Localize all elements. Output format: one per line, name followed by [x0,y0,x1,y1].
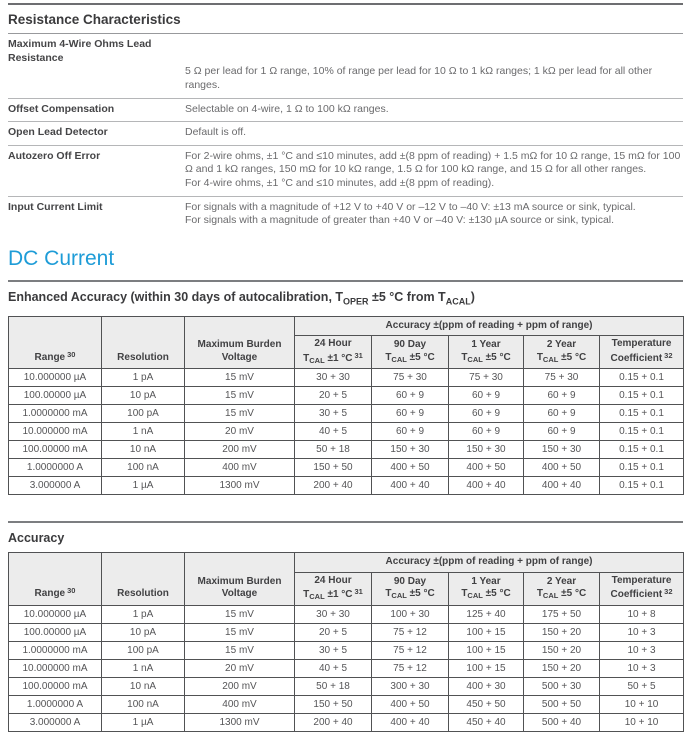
col-header-90-day: 90 Day $T_{CAL} \pm 5$ °C [372,336,449,369]
table-row [9,459,684,477]
table-cell: 75 + 30 [372,369,449,387]
table-cell: 100 + 15 [449,659,524,677]
table-cell: 60 + 9 [372,405,449,423]
table-cell: 100 + 15 [449,641,524,659]
table-cell: 40 + 5 [295,423,372,441]
enhanced-accuracy-title [8,290,683,310]
table-cell: 1 pA [102,369,185,387]
table-cell: 0.15 + 0.1 [600,369,684,387]
footnote-marker: 30 [67,586,76,596]
col-header-range: Range $^{30}$ [9,553,102,606]
bottom-whitespace [8,732,683,742]
table-cell: 450 + 50 [449,695,524,713]
table-cell: 100 pA [102,641,185,659]
spec-value [185,65,683,92]
table-cell: 0.15 + 0.1 [600,423,684,441]
table-cell: 125 + 40 [449,605,524,623]
table-cell: 60 + 9 [524,405,600,423]
dc-current-heading: DC Current [8,247,115,271]
table-cell: 60 + 9 [449,387,524,405]
table-cell: 1.0000000 A [9,459,102,477]
table-cell: 3.000000 A [9,477,102,495]
table-cell: 400 + 50 [372,459,449,477]
col-header-accuracy-span: Accuracy ±(ppm of reading + ppm of range) [295,316,684,336]
table-cell: 20 mV [185,423,295,441]
subscript-acal: ACAL [445,296,471,307]
spec-label: Autozero Off Error [8,149,101,162]
table-cell: 60 + 9 [524,423,600,441]
spec-row-autozero-off-error [8,146,683,196]
table-cell: 400 + 50 [449,459,524,477]
accuracy-table-body [9,605,684,731]
table-row [9,369,684,387]
table-cell: 450 + 40 [449,713,524,731]
table-cell: 300 + 30 [372,677,449,695]
title-text: ) [470,290,475,305]
spec-label: Open Lead Detector [8,126,108,139]
table-cell: 1 pA [102,605,185,623]
spec-value [185,201,683,228]
table-cell: 400 mV [185,695,295,713]
table-cell: 10.000000 µA [9,369,102,387]
table-row [9,677,684,695]
table-cell: 30 + 30 [295,605,372,623]
footnote-marker: 32 [664,350,673,360]
table-cell: 150 + 30 [449,441,524,459]
table-cell: 50 + 5 [600,677,684,695]
table-cell: 60 + 9 [449,423,524,441]
table-cell: 10 + 10 [600,713,684,731]
table-cell: 0.15 + 0.1 [600,477,684,495]
table-row [9,713,684,731]
spec-label: Maximum 4-Wire Ohms Lead Resistance [8,38,152,64]
spec-value [185,103,683,117]
section-top-rule [8,3,683,5]
table-cell: 100 nA [102,695,185,713]
footnote-marker: 30 [67,349,76,359]
table-cell: 100.00000 µA [9,387,102,405]
spec-value [185,126,683,140]
table-cell: 1.0000000 A [9,695,102,713]
table-cell: 50 + 18 [295,441,372,459]
table-cell: 1.0000000 mA [9,405,102,423]
table-cell: 175 + 50 [524,605,600,623]
table-cell: 400 + 50 [372,695,449,713]
table-cell: 1300 mV [185,713,295,731]
section-rule [8,521,683,523]
table-cell: 75 + 12 [372,641,449,659]
spec-value-line: Selectable on 4-wire, 1 Ω to 100 kΩ ranges. [185,102,389,115]
table-cell: 100 + 15 [449,623,524,641]
table-cell: 150 + 30 [524,441,600,459]
table-cell: 200 + 40 [295,477,372,495]
table-cell: 100.00000 mA [9,677,102,695]
table-row [9,641,684,659]
table-cell: 75 + 12 [372,659,449,677]
table-cell: 10 pA [102,623,185,641]
col-header-2-year: 2 Year $T_{CAL} \pm 5$ °C [524,572,600,605]
title-text: Enhanced Accuracy (within 30 days of autocalibration, T [8,290,344,305]
table-cell: 400 + 50 [524,459,600,477]
table-cell: 0.15 + 0.1 [600,441,684,459]
table-cell: 150 + 50 [295,459,372,477]
table-cell: 150 + 20 [524,659,600,677]
accuracy-table [8,552,684,732]
spec-label: Input Current Limit [8,200,103,213]
table-cell: 10 nA [102,441,185,459]
spec-value-line: Default is off. [185,126,247,139]
table-cell: 0.15 + 0.1 [600,387,684,405]
table-cell: 400 mV [185,459,295,477]
table-cell: 200 mV [185,441,295,459]
col-header-24-hour: 24 Hour $T_{CAL} \pm 1$ °C $^{31}$ [295,336,372,369]
table-row [9,659,684,677]
table-row [9,441,684,459]
table-cell: 30 + 30 [295,369,372,387]
table-cell: 400 + 30 [449,677,524,695]
col-header-temp-coefficient: Temperature Coefficient $^{32}$ [600,336,684,369]
table-cell: 200 + 40 [295,713,372,731]
table-cell: 60 + 9 [372,423,449,441]
table-cell: 75 + 30 [524,369,600,387]
table-cell: 0.15 + 0.1 [600,459,684,477]
table-cell: 100.00000 mA [9,441,102,459]
spec-value-line: 5 Ω per lead for 1 Ω range, 10% of range per lead for 10 Ω to 1 kΩ ranges; 1 kΩ per lead for all other ranges. [185,65,653,91]
spec-value-line: For 2-wire ohms, ±1 °C and ≤10 minutes, add ±(8 ppm of reading) + 1.5 mΩ for 10 Ω range, 15 mΩ for 100 Ω and 1 kΩ ranges, 150 mΩ for 10 kΩ range, 1.5 Ω for 100 kΩ range, and 15 Ω for all other ranges. [185,149,681,176]
table-cell: 1 µA [102,713,185,731]
table-cell: 400 + 40 [449,477,524,495]
col-header-resolution: Resolution [102,553,185,606]
footnote-marker: 31 [354,587,363,597]
table-cell: 75 + 30 [449,369,524,387]
table-cell: 200 mV [185,677,295,695]
col-header-2-year: 2 Year $T_{CAL} \pm 5$ °C [524,336,600,369]
table-header-row [9,553,684,573]
footnote-marker: 31 [354,350,363,360]
table-cell: 1 nA [102,659,185,677]
table-cell: 15 mV [185,369,295,387]
subscript-oper: OPER [343,296,369,307]
table-cell: 75 + 12 [372,623,449,641]
table-cell: 0.15 + 0.1 [600,405,684,423]
col-header-accuracy-span: Accuracy ±(ppm of reading + ppm of range) [295,553,684,573]
table-cell: 10 + 3 [600,659,684,677]
table-cell: 150 + 50 [295,695,372,713]
table-cell: 1 µA [102,477,185,495]
table-cell: 400 + 40 [372,713,449,731]
table-cell: 10.000000 mA [9,423,102,441]
table-cell: 15 mV [185,605,295,623]
col-header-temp-coefficient: Temperature Coefficient $^{32}$ [600,572,684,605]
table-cell: 150 + 30 [372,441,449,459]
spec-row-offset-compensation [8,99,683,122]
section-rule [8,280,683,282]
table-cell: 10 pA [102,387,185,405]
table-cell: 10.000000 mA [9,659,102,677]
table-cell: 50 + 18 [295,677,372,695]
table-cell: 10 + 10 [600,695,684,713]
footnote-marker: 32 [664,587,673,597]
table-cell: 1 nA [102,423,185,441]
table-cell: 1.0000000 mA [9,641,102,659]
table-cell: 1300 mV [185,477,295,495]
resistance-section-title: Resistance Characteristics [8,12,181,27]
col-header-burden-voltage: Maximum Burden Voltage [185,316,295,369]
table-cell: 40 + 5 [295,659,372,677]
table-cell: 20 mV [185,659,295,677]
table-row [9,695,684,713]
table-row [9,477,684,495]
spec-row-max-4wire-lead-resistance [8,34,683,98]
table-cell: 15 mV [185,405,295,423]
col-header-burden-voltage: Maximum Burden Voltage [185,553,295,606]
table-cell: 15 mV [185,387,295,405]
table-header-row [9,316,684,336]
accuracy-title: Accuracy [8,531,65,546]
table-cell: 400 + 40 [372,477,449,495]
table-cell: 20 + 5 [295,623,372,641]
spec-value-line: For signals with a magnitude of +12 V to +40 V or –12 V to –40 V: ±13 mA source or sink, typical. [185,200,636,213]
table-cell: 150 + 20 [524,641,600,659]
col-header-1-year: 1 Year $T_{CAL} \pm 5$ °C [449,336,524,369]
table-row [9,605,684,623]
table-cell: 10 + 3 [600,641,684,659]
col-header-24-hour: 24 Hour $T_{CAL} \pm 1$ °C $^{31}$ [295,572,372,605]
spec-label: Offset Compensation [8,102,115,115]
table-cell: 10 nA [102,677,185,695]
table-row [9,623,684,641]
table-cell: 150 + 20 [524,623,600,641]
table-cell: 100 nA [102,459,185,477]
table-cell: 60 + 9 [524,387,600,405]
table-cell: 10 + 8 [600,605,684,623]
spec-row-input-current-limit [8,197,683,233]
table-cell: 10 + 3 [600,623,684,641]
table-cell: 30 + 5 [295,641,372,659]
table-cell: 60 + 9 [449,405,524,423]
table-row [9,405,684,423]
table-cell: 10.000000 µA [9,605,102,623]
table-cell: 15 mV [185,641,295,659]
spec-value-line: For 4-wire ohms, ±1 °C and ≤10 minutes, add ±(8 ppm of reading). [185,177,495,190]
table-cell: 20 + 5 [295,387,372,405]
table-cell: 500 + 50 [524,695,600,713]
table-cell: 15 mV [185,623,295,641]
table-cell: 100 + 30 [372,605,449,623]
table-cell: 100.00000 µA [9,623,102,641]
col-header-range: Range $^{30}$ [9,316,102,369]
datasheet-page [0,3,691,742]
col-header-90-day: 90 Day $T_{CAL} \pm 5$ °C [372,572,449,605]
title-text: ±5 °C from T [368,290,446,305]
table-cell: 500 + 40 [524,713,600,731]
table-cell: 30 + 5 [295,405,372,423]
enhanced-accuracy-table-body [9,369,684,495]
spec-value-line: For signals with a magnitude of greater than +40 V or –40 V: ±130 µA source or sink, typical. [185,214,615,227]
col-header-1-year: 1 Year $T_{CAL} \pm 5$ °C [449,572,524,605]
enhanced-accuracy-table [8,316,684,496]
spec-value [185,150,683,191]
table-cell: 100 pA [102,405,185,423]
col-header-resolution: Resolution [102,316,185,369]
table-cell: 3.000000 A [9,713,102,731]
table-row [9,423,684,441]
table-cell: 400 + 40 [524,477,600,495]
table-cell: 60 + 9 [372,387,449,405]
spec-row-open-lead-detector [8,122,683,145]
table-row [9,387,684,405]
table-cell: 500 + 30 [524,677,600,695]
